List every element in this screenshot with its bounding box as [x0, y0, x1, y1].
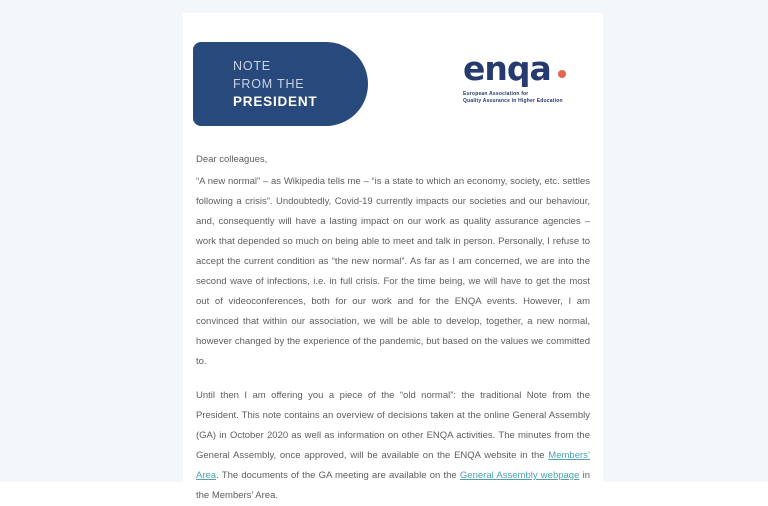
paragraph-2-text-3: in the Members’ Area. — [196, 470, 590, 501]
general-assembly-webpage-link[interactable]: General Assembly webpage — [459, 470, 580, 481]
enqa-wordmark: enqa — [463, 49, 551, 88]
badge-line-1: NOTE — [233, 59, 271, 73]
salutation: Dear colleagues, — [196, 154, 268, 165]
logo-wordmark-row — [463, 51, 566, 87]
header — [183, 13, 603, 137]
logo-dot-icon — [558, 70, 566, 78]
logo-tagline-line-2: Quality Assurance in Higher Education — [463, 97, 563, 104]
paragraph-2 — [196, 386, 590, 506]
note-from-president-badge — [193, 42, 368, 126]
logo-tagline — [463, 91, 566, 104]
paragraph-1: “A new normal” – as Wikipedia tells me – “is a state to which an economy, society, etc. settles following a crisis”. Undoubtedly, Covid-19 currently impacts our societies and our behaviour, and, consequently will have a lasting impact on our work as quality assurance agencies – work that depended so much on being able to meet and talk in person. Personally, I refuse to accept the current condition as “the new normal”. As far as I am concerned, we are into the second wave of infections, i.e. in full crisis. For the time being, we will have to get the most out of videoconferences, both for our work and for the ENQA events. However, I am convinced that within our association, we will be able to develop, together, a new normal, however changed by the experience of the pandemic, but based on the values we committed to. — [196, 176, 590, 367]
letter-body — [183, 137, 603, 506]
members-area-link[interactable]: Members’ Area — [196, 450, 590, 481]
paragraph-2-text-1: Until then I am offering you a piece of the “old normal”: the traditional Note from the President. This note contains an overview of decisions taken at the online General Assembly (GA) in October 2020 as well as information on other ENQA activities. The minutes from the General Assembly, once approved, will be available on the ENQA website in the — [196, 390, 590, 461]
badge-line-3: PRESIDENT — [233, 94, 318, 109]
logo-tagline-line-1: European Association for — [463, 91, 529, 97]
enqa-logo — [463, 51, 566, 104]
email-content-card — [183, 13, 603, 501]
paragraph-2-text-2: . The documents of the GA meeting are available on the — [216, 470, 460, 481]
badge-line-2: FROM THE — [233, 77, 305, 91]
